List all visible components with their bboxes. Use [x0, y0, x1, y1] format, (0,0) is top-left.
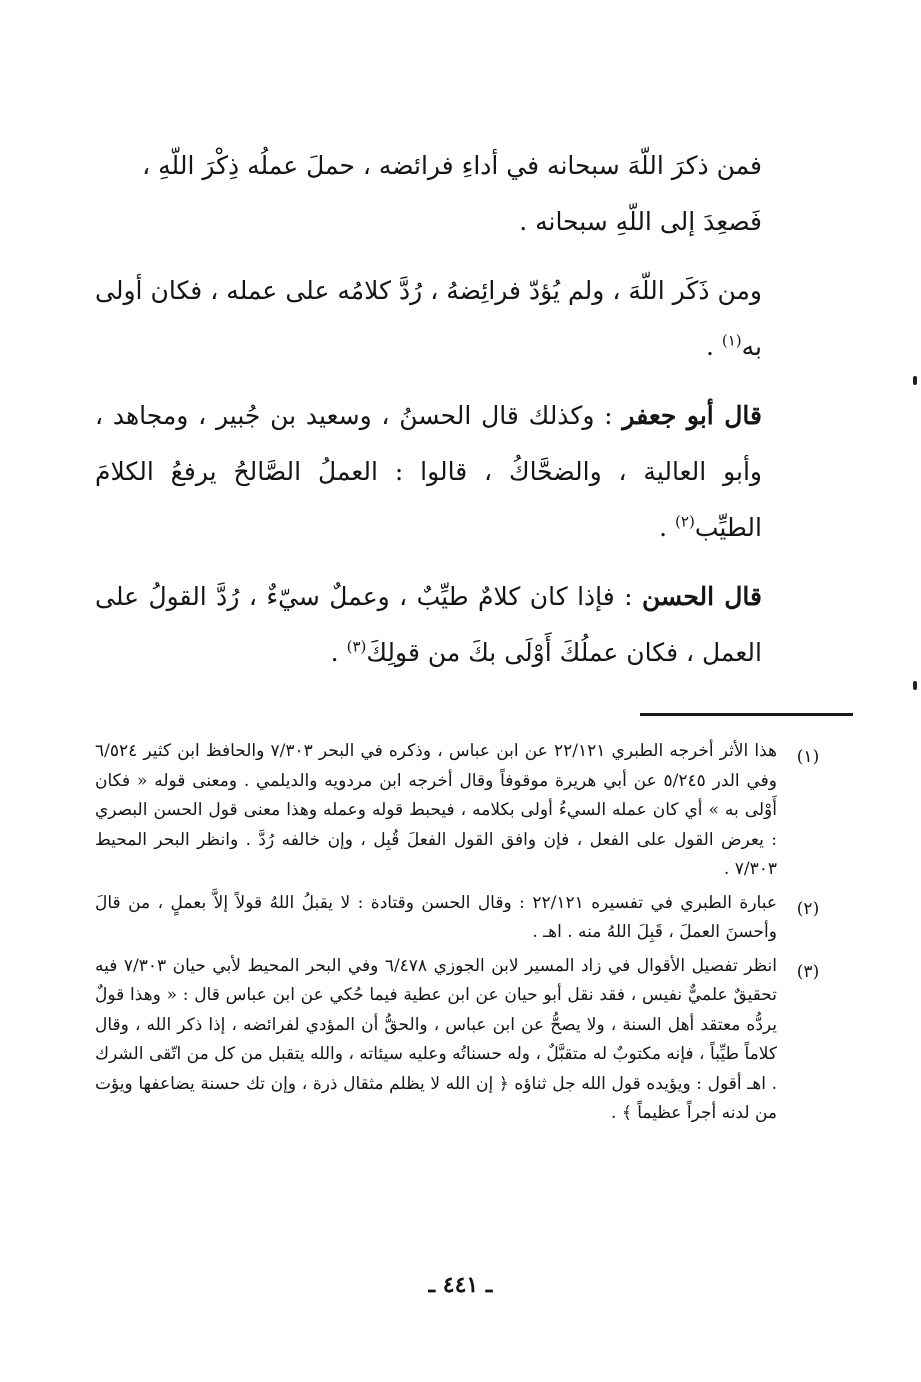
paragraph-3 [95, 388, 762, 556]
footnote-1 [95, 737, 839, 885]
footnotes-section [95, 737, 839, 1133]
footnote-ref-2: (٢) [675, 512, 695, 531]
paragraph-2-text: ومن ذَكَر اللّهَ ، ولم يُؤدّ فرائِضهُ ، رُدَّ كلامُه على عمله ، فكان أولى به [95, 276, 762, 361]
scan-edge-mark [913, 376, 917, 385]
scan-edge-mark [913, 681, 917, 690]
footnote-separator [640, 713, 853, 716]
footnote-number: (١) [796, 747, 820, 767]
paragraph-1-text: فمن ذكرَ اللّهَ سبحانه في أداءِ فرائضه ، حملَ عملُه ذِكْرَ اللّهِ ، فَصعِدَ إلى اللّهِ سبحانه . [142, 151, 762, 236]
paragraph-3-end: . [659, 513, 676, 542]
footnote-ref-1: (١) [721, 331, 742, 350]
footnote-2 [95, 889, 839, 948]
paragraph-4 [95, 569, 762, 681]
footnote-number: (٣) [796, 961, 820, 982]
paragraph-2 [95, 263, 762, 375]
footnote-text: انظر تفصيل الأقوال في زاد المسير لابن الجوزي ٦/٤٧٨ وفي البحر المحيط لأبي حيان ٧/٣٠٣ فيه تحقيقٌ علميٌّ نفيس ، فقد نقل أبو حيان عن ابن عطية فيما حُكي عن ابن عباس قال : « وهذا قولٌ يردُّه معتقد أهل السنة ، ولا يصحُّ عن ابن عباس ، والحقُّ أن المؤدي لفرائضه ، إذا ذكر الله ، وقال كلاماً طيِّباً ، فإنه مكتوبٌ له متقبَّلٌ ، وله حسناتُه وعليه سيئاته ، والله يتقبل من كل من اتّقى الشرك . اهـ أقول : ويؤيده قول الله جل ثناؤه ﴿ إن الله لا يظلم مثقال ذرة ، وإن تك حسنة يضاعفها ويؤت من لدنه أجراً عظيماً ﴾ . [95, 955, 777, 1123]
paragraph-1 [95, 138, 762, 250]
speaker-al-hasan: قال الحسن [642, 582, 762, 611]
page-number: ـ ٤٤١ ـ [428, 1272, 493, 1298]
footnote-text: عبارة الطبري في تفسيره ٢٢/١٢١ : وقال الحسن وقتادة : لا يقبلُ اللهُ قولاً إلاَّ بعملٍ ، من قالَ وأحسنَ العملَ ، قَبِلَ اللهُ منه . اهـ . [95, 892, 778, 942]
paragraph-3-text: : وكذلك قال الحسنُ ، وسعيد بن جُبير ، ومجاهد ، وأبو العالية ، والضحَّاكُ ، قالوا : العملُ الصَّالحُ يرفعُ الكلامَ الطيِّب [95, 401, 762, 542]
speaker-abu-jafar: قال أبو جعفر [622, 401, 762, 430]
paragraph-4-text: : فإذا كان كلامٌ طيِّبٌ ، وعملٌ سيّءٌ ، رُدَّ القولُ على العمل ، فكان عملُكَ أَوْلَى بكَ من قولِكَ [95, 582, 762, 667]
paragraph-2-end: . [705, 332, 722, 361]
footnote-number: (٢) [796, 898, 820, 919]
footnote-3 [95, 952, 839, 1129]
footnote-ref-3: (٣) [346, 637, 367, 656]
main-text-block [95, 138, 762, 694]
paragraph-4-end: . [330, 638, 347, 667]
footnote-text: هذا الأثر أخرجه الطبري ٢٢/١٢١ عن ابن عباس ، وذكره في البحر ٧/٣٠٣ والحافظ ابن كثير ٦/٥٢٤ وفي الدر ٥/٢٤٥ عن أبي هريرة موقوفاً وقال أخرجه ابن مردويه والديلمي . ومعنى قوله « فكان أَوْلى به » أي كان عمله السيءُ أولى بكلامه ، فيحبط قوله وعمله وهذا معنى قول الحسن البصري : يعرض القول على الفعل ، فإن وافق القول الفعلَ قُبِل ، وإن خالفه رُدَّ . وانظر البحر المحيط ٧/٣٠٣ . [95, 741, 778, 879]
